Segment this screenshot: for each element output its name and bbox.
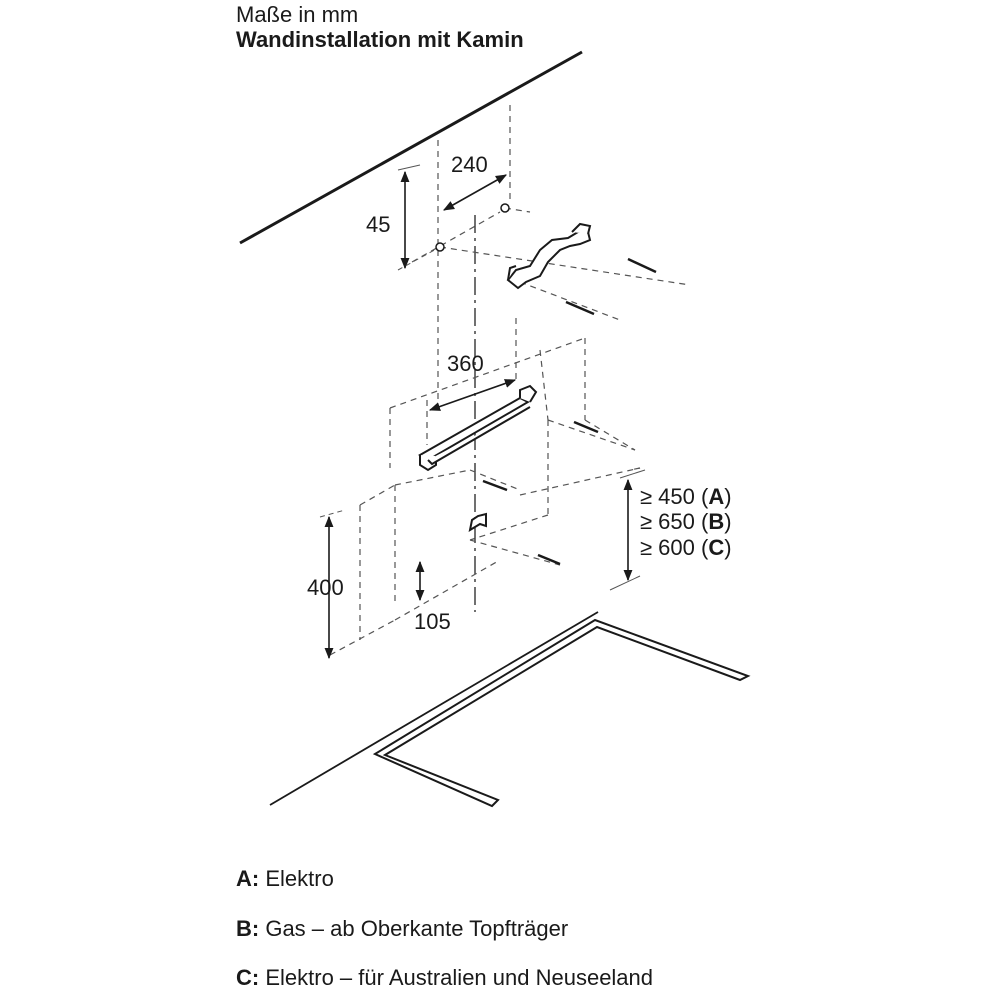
clearance-label-a: ≥ 450 (A) [640,484,732,509]
lower-bracket [470,514,486,530]
dim-360-line [430,380,515,410]
dim-105-label: 105 [414,609,451,634]
dim-360-label: 360 [447,351,484,376]
dim-240-line [444,175,506,210]
upper-plane-guides [412,208,690,320]
upper-screws [566,259,656,314]
dim-240-label: 240 [451,152,488,177]
screw-hole-left [436,243,444,251]
legend-item-a: A: Elektro [236,866,334,891]
dim-45-label: 45 [366,212,391,237]
legend-item-c: C: Elektro – für Australien und Neuseeland [236,965,654,990]
mid-screws [483,422,598,564]
upper-bracket [508,224,590,288]
dim-400-label: 400 [307,575,344,600]
diagram-title: Wandinstallation mit Kamin [236,27,524,52]
legend-item-b: B: Gas – ab Oberkante Topfträger [236,916,569,941]
mid-plane-guides [330,338,640,655]
cooktop [270,612,748,806]
clearance-label-b: ≥ 650 (B) [640,509,732,534]
units-label: Maße in mm [236,2,359,27]
ceiling-line [240,52,582,243]
screw-hole-right [501,204,509,212]
clearance-label-c: ≥ 600 (C) [640,535,732,560]
